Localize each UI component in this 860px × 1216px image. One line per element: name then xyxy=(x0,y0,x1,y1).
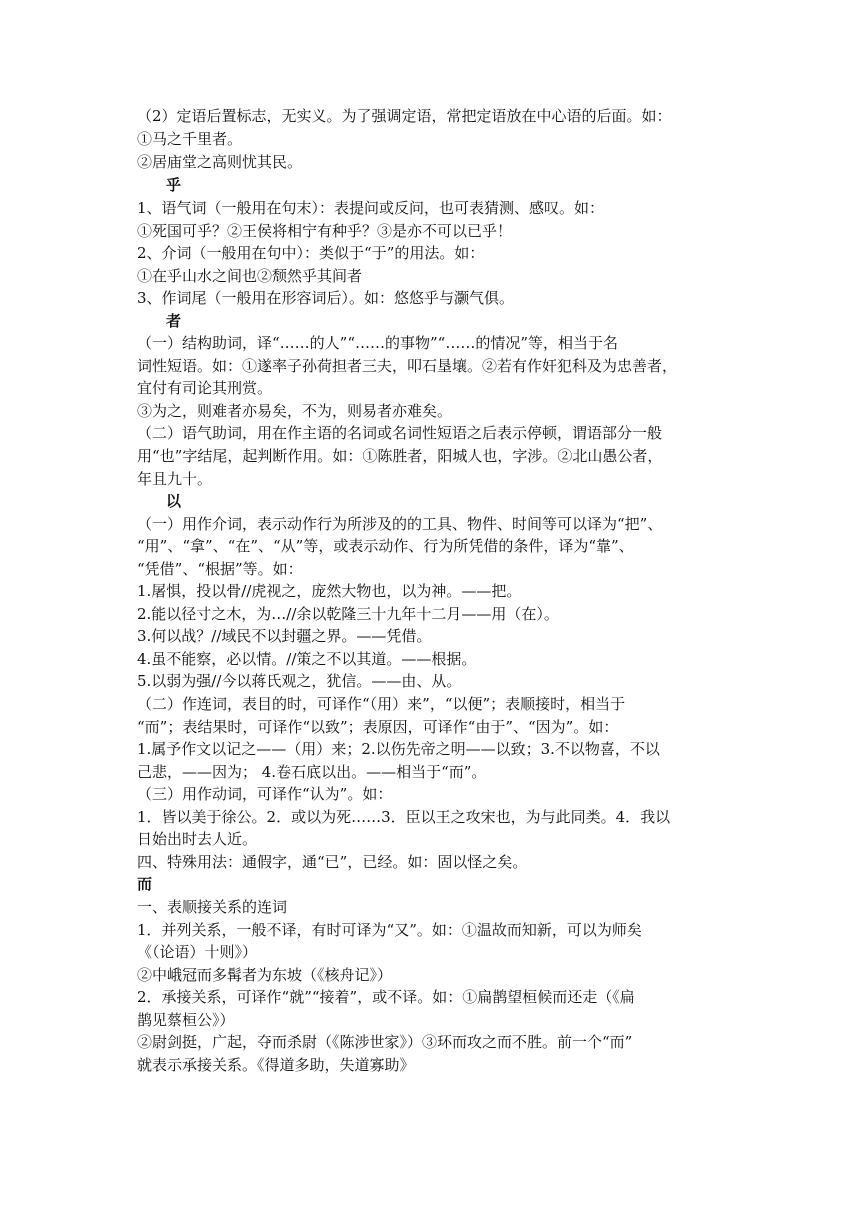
text-line: ②尉剑挺，广起，夺而杀尉（《陈涉世家》）③环而攻之而不胜。前一个“而” xyxy=(137,1033,633,1051)
text-line: 4.虽不能察，必以情。//策之不以其道。——根据。 xyxy=(137,650,477,668)
text-line: “凭借”、“根据”等。如： xyxy=(137,560,303,578)
text-line: 5.以弱为强//今以蒋氏观之，犹信。——由、从。 xyxy=(137,672,462,690)
section-heading-yi: 以 xyxy=(166,492,182,510)
text-line: “用”、“拿”、“在”、“从”等，或表示动作、行为所凭借的条件，译为“靠”、 xyxy=(137,537,634,555)
text-line: 己悲，——因为； 4.卷石底以出。——相当于“而”。 xyxy=(137,763,487,781)
text-line: （三）用作动词，可译作“认为”。如： xyxy=(137,785,393,803)
section-heading-er: 而 xyxy=(137,875,153,893)
text-line: 3.何以战？//域民不以封疆之界。——凭借。 xyxy=(137,627,432,645)
text-line: 用“也”字结尾，起判断作用。如：①陈胜者，阳城人也，字涉。②北山愚公者， xyxy=(137,447,663,465)
text-line: 2、介词（一般用在句中）：类似于“于”的用法。如： xyxy=(137,244,485,262)
text-line: （二）作连词，表目的时，可译作“（用）来”，“以便”；表顺接时，相当于 xyxy=(137,695,626,713)
text-line: 1、语气词（一般用在句末）：表提问或反问，也可表猜测、感叹。如： xyxy=(137,199,605,217)
text-line: 就表示承接关系。《得道多助，失道寡助》 xyxy=(137,1056,415,1074)
text-line: 词性短语。如：①遂率子孙荷担者三夫，叩石垦壤。②若有作奸犯科及为忠善者， xyxy=(137,357,678,375)
text-line: （2）定语后置标志，无实义。为了强调定语，常把定语放在中心语的后面。如： xyxy=(137,107,672,125)
text-line: 2.能以径寸之木，为…//余以乾隆三十九年十二月——用（在）。 xyxy=(137,605,559,623)
text-line: 年且九十。 xyxy=(137,470,213,488)
text-line: （一）结构助词，译“……的人”“……的事物”“……的情况”等，相当于名 xyxy=(137,334,619,352)
text-line: 四、特殊用法：通假字，通“已”，已经。如：固以怪之矣。 xyxy=(137,853,528,871)
text-line: 1.屠惧，投以骨//虎视之，庞然大物也，以为神。——把。 xyxy=(137,582,522,600)
text-line: ②中峨冠而多髯者为东坡（《核舟记》） xyxy=(137,966,393,984)
text-line: 宜付有司论其刑赏。 xyxy=(137,379,273,397)
text-line: ③为之，则难者亦易矣，不为，则易者亦难矣。 xyxy=(137,402,453,420)
text-line: 2．承接关系，可译作“就”“接着”，或不译。如：①扁鹊望桓候而还走（《扁 xyxy=(137,988,635,1006)
text-line: ②居庙堂之高则忧其民。 xyxy=(137,153,303,171)
text-line: 《（论语）十则》） xyxy=(137,943,258,961)
text-line: 3、作词尾（一般用在形容词后）。如：悠悠乎与灏气俱。 xyxy=(137,289,515,307)
section-heading-hu: 乎 xyxy=(166,176,182,194)
section-heading-zhe: 者 xyxy=(166,312,182,330)
text-line: 1.属予作文以记之——（用）来；2.以伤先帝之明——以致；3.不以物喜，不以 xyxy=(137,740,660,758)
text-line: ①马之千里者。 xyxy=(137,130,243,148)
text-line: 一、表顺接关系的连词 xyxy=(137,898,288,916)
text-line: 鹊见蔡桓公》） xyxy=(137,1011,235,1029)
text-line: 1．并列关系，一般不译，有时可译为“又”。如：①温故而知新，可以为师矣 xyxy=(137,921,642,939)
text-line: “而”；表结果时，可译作“以致”；表原因，可译作“由于”、“因为”。如： xyxy=(137,718,619,736)
text-line: （二）语气助词，用在作主语的名词或名词性短语之后表示停顿，谓语部分一般 xyxy=(137,424,663,442)
text-line: 1．皆以美于徐公。2．或以为死……3．臣以王之攻宋也，为与此同类。4．我以 xyxy=(137,808,671,826)
text-line: ①死国可乎？②王侯将相宁有种乎？③是亦不可以已乎！ xyxy=(137,222,513,240)
text-line: 日始出时去人近。 xyxy=(137,830,258,848)
text-line: （一）用作介词，表示动作行为所涉及的的工具、物件、时间等可以译为“把”、 xyxy=(137,515,663,533)
text-line: ①在乎山水之间也②颓然乎其间者 xyxy=(137,267,363,285)
